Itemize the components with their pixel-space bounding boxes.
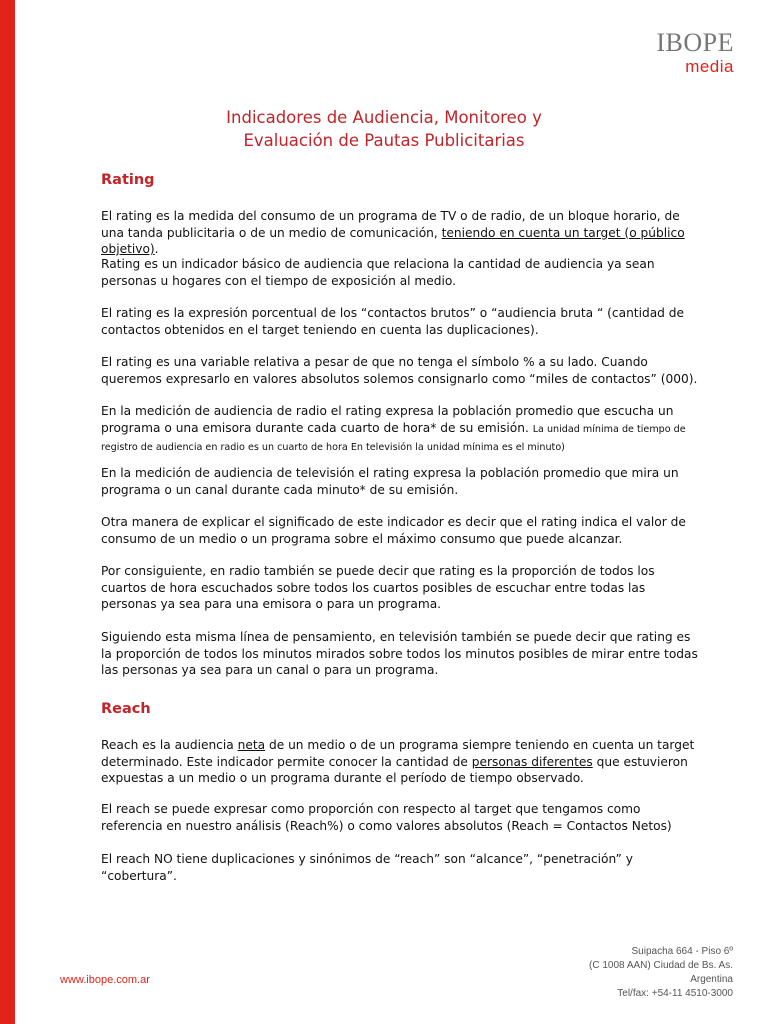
logo-sub: media: [685, 57, 734, 76]
rating-paragraph-1: El rating es la medida del consumo de un programa de TV o de radio, de un bloque horario, de una tanda publicitaria o de un medio de comunicación, teniendo en cuenta un target (o público objetivo).: [101, 209, 685, 256]
left-red-bar: [0, 0, 15, 1024]
title-line-2: Evaluación de Pautas Publicitarias: [243, 131, 525, 150]
logo-brand: IBOPE: [656, 28, 734, 57]
document-title: [0, 106, 768, 152]
reach-paragraph-1: Reach es la audiencia neta de un medio o de un programa siempre teniendo en cuenta un target determinado. Este indicador permite conocer la cantidad de personas diferentes que estuvieron expuestas a un medio o un programa durante el período de tiempo observado.: [101, 738, 695, 785]
title-line-1: Indicadores de Audiencia, Monitoreo y: [226, 108, 542, 127]
rating-paragraph-7: Otra manera de explicar el significado de este indicador es decir que el rating indica el valor de consumo de un medio o un programa sobre el máximo consumo que puede alcanzar.: [101, 515, 686, 546]
address-line-2: (C 1008 AAN) Ciudad de Bs. As.: [589, 960, 733, 971]
footer-url-link[interactable]: www.ibope.com.ar: [60, 974, 150, 986]
footer-address: [589, 945, 733, 1001]
rating-paragraph-3: El rating es la expresión porcentual de los “contactos brutos” o “audiencia bruta “ (cantidad de contactos obtenidos en el target teniendo en cuenta las duplicaciones).: [101, 306, 685, 337]
address-line-1: Suipacha 664 - Piso 6º: [631, 946, 733, 957]
rating-paragraph-9: Siguiendo esta misma línea de pensamiento, en televisión también se puede decir que rating es la proporción de todos los minutos mirados sobre todos los minutos posibles de mirar entre todas las personas ya sea para un canal o para un programa.: [101, 630, 698, 677]
ibope-logo: [656, 30, 734, 76]
rating-paragraph-5: En la medición de audiencia de radio el rating expresa la población promedio que escucha un programa o una emisora durante cada cuarto de hora* de su emisión. La unidad mínima de tiempo de registro de audiencia en radio es un cuarto de hora En televisión la unidad mínima es el minuto): [101, 404, 686, 453]
rating-paragraph-4: El rating es una variable relativa a pesar de que no tenga el símbolo % a su lado. Cuando queremos expresarlo en valores absolutos solemos consignarlo como “miles de contactos” (000).: [101, 355, 698, 386]
reach-paragraph-3: El reach NO tiene duplicaciones y sinónimos de “reach” son “alcance”, “penetración” y “cobertura”.: [101, 852, 633, 883]
heading-reach: Reach: [101, 701, 151, 717]
address-line-4: Tel/fax: +54-11 4510-3000: [617, 988, 733, 999]
reach-paragraph-2: El reach se puede expresar como proporción con respecto al target que tengamos como referencia en nuestro análisis (Reach%) o como valores absolutos (Reach = Contactos Netos): [101, 802, 672, 833]
rating-paragraph-6: En la medición de audiencia de televisión el rating expresa la población promedio que mira un programa o un canal durante cada minuto* de su emisión.: [101, 466, 679, 497]
rating-paragraph-8: Por consiguiente, en radio también se puede decir que rating es la proporción de todos los cuartos de hora escuchados sobre todos los cuartos posibles de escuchar entre todas las personas ya sea para una emisora o para un programa.: [101, 564, 655, 611]
heading-rating: Rating: [101, 172, 155, 188]
rating-paragraph-2: Rating es un indicador básico de audiencia que relaciona la cantidad de audiencia ya sean personas u hogares con el tiempo de exposición al medio.: [101, 257, 655, 288]
address-line-3: Argentina: [690, 974, 733, 985]
footnote-radio: La unidad mínima de tiempo de registro de audiencia en radio es un cuarto de hora En televisión la unidad mínima es el minuto): [101, 423, 686, 453]
